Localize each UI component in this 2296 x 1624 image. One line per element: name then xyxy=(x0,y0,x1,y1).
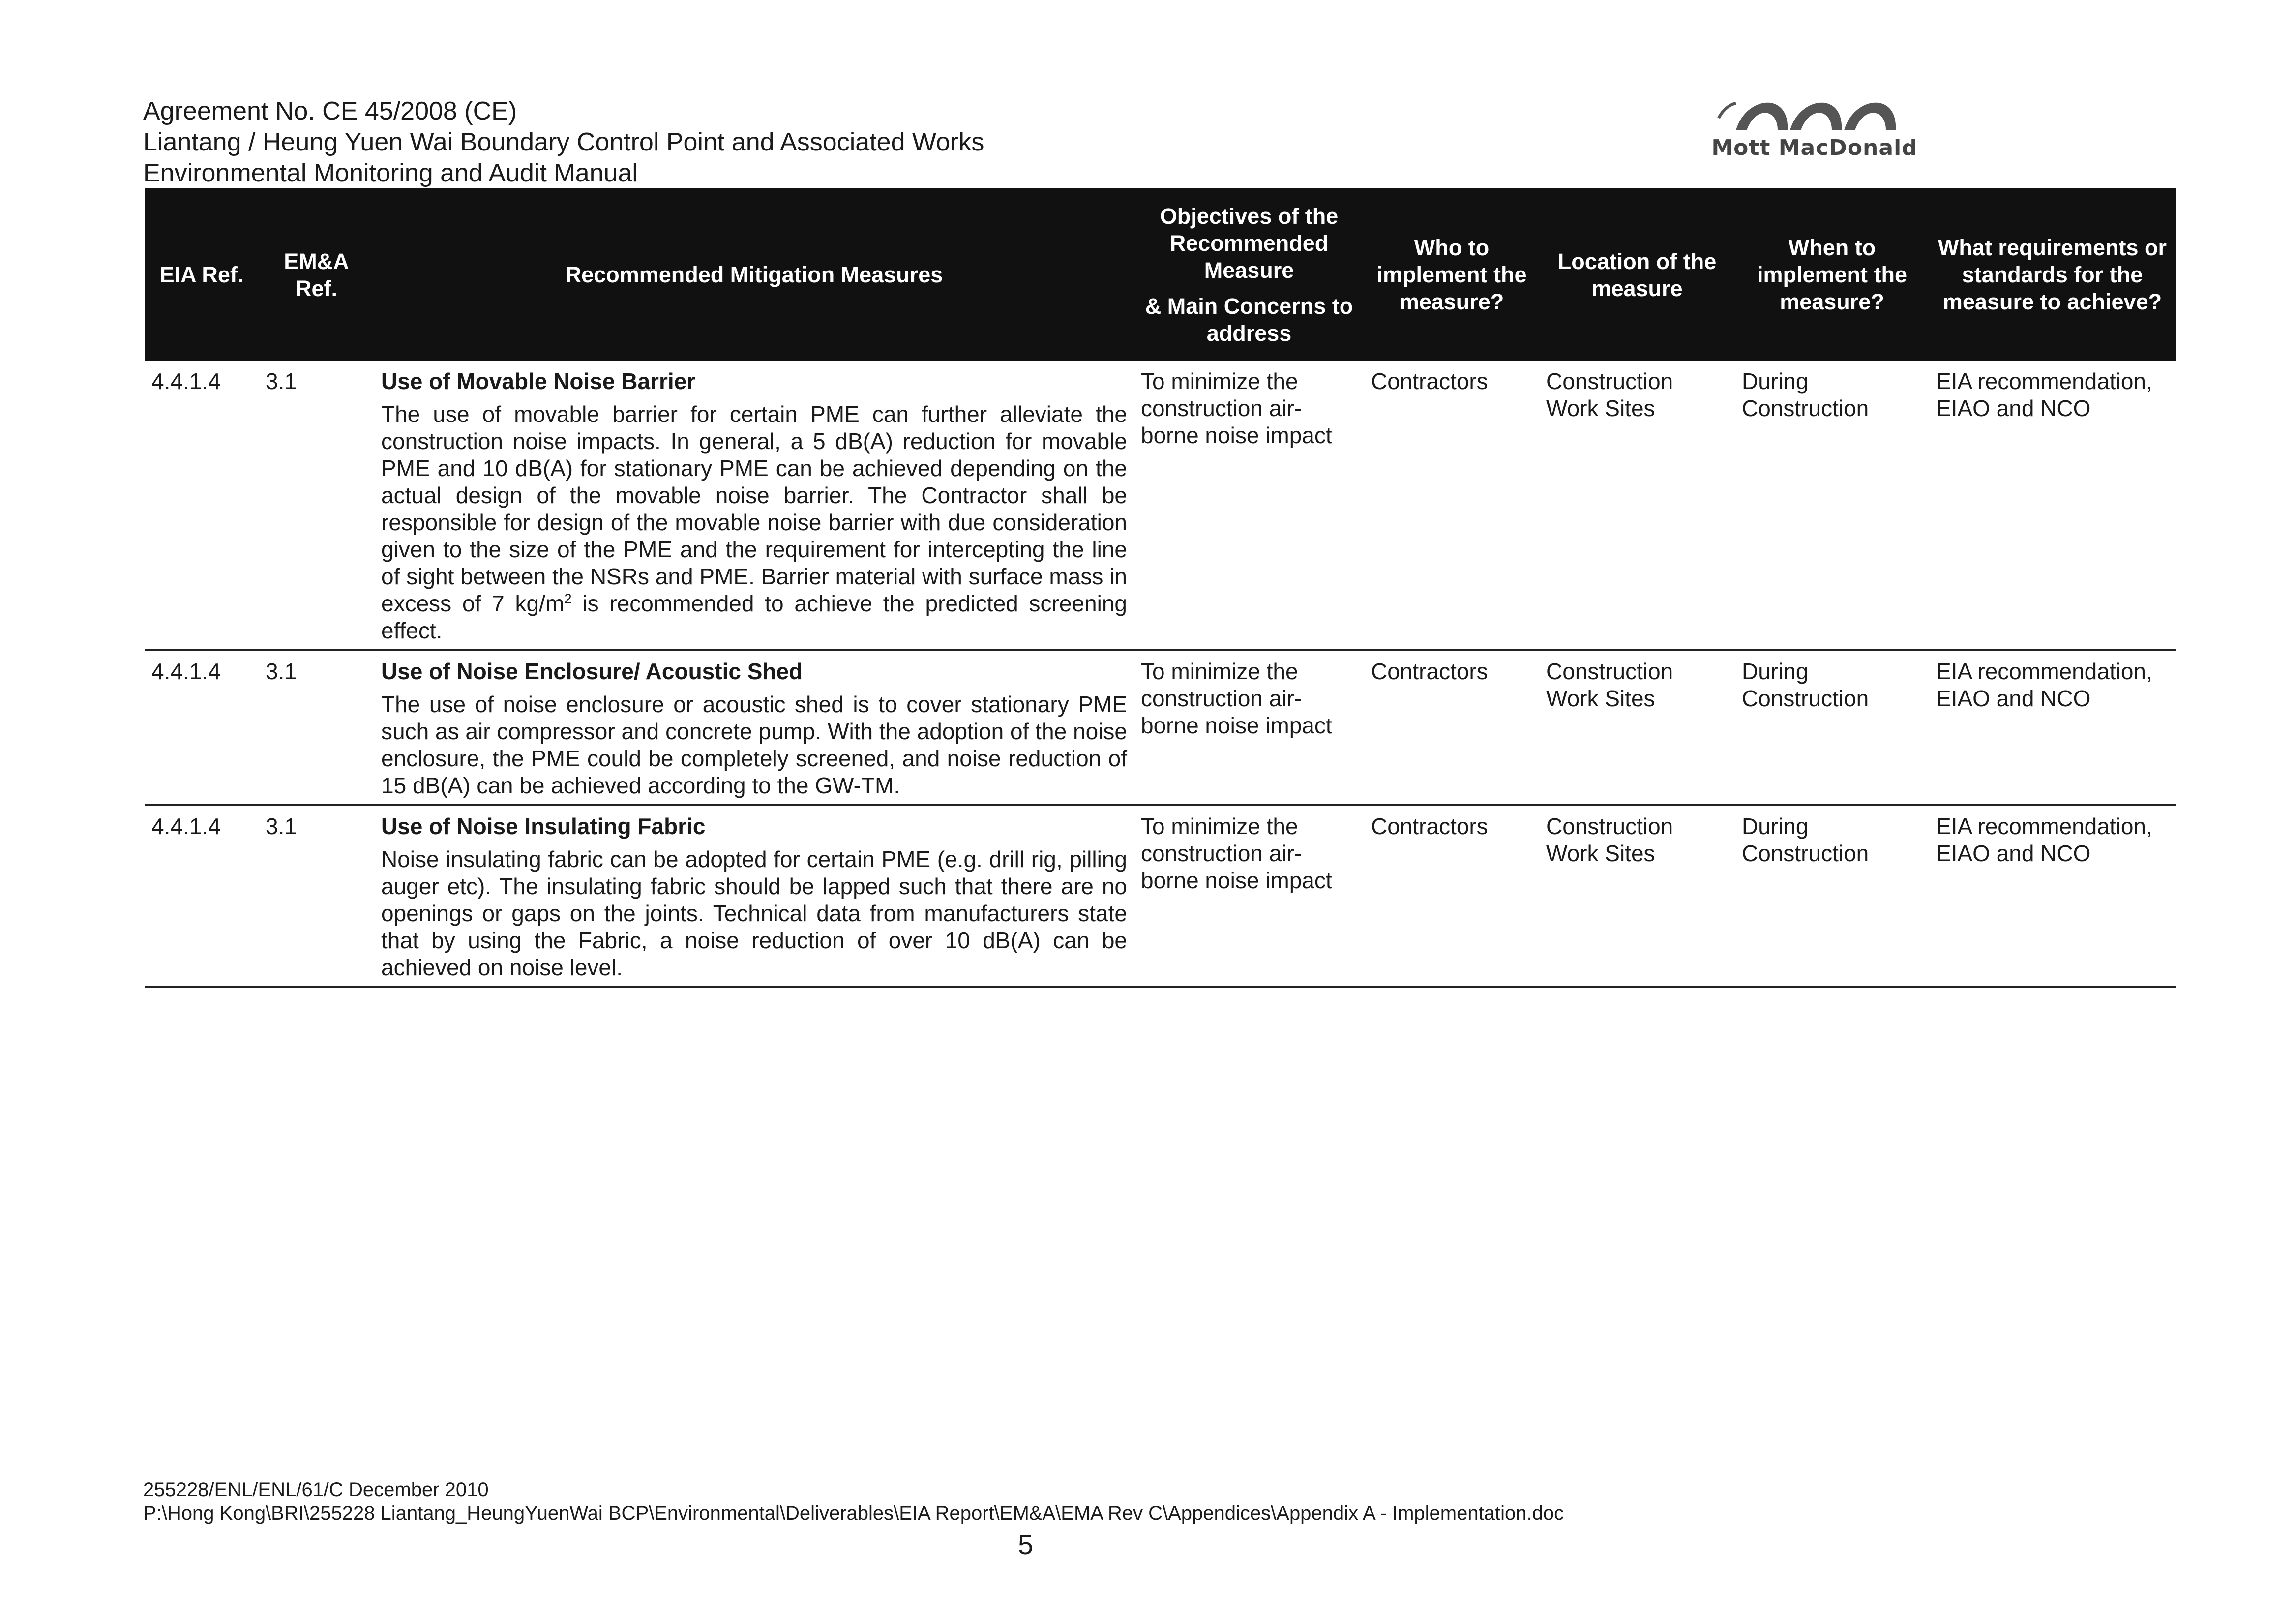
logo-wordmark: Mott MacDonald xyxy=(1711,135,1918,160)
implementation-schedule-table xyxy=(145,188,2176,988)
requirements-cell: EIA recommendation, EIAO and NCO xyxy=(1929,650,2176,805)
measure-title: Use of Movable Noise Barrier xyxy=(381,368,696,394)
ema-ref-cell: 3.1 xyxy=(259,805,374,987)
document-reference: 255228/ENL/ENL/61/C December 2010 xyxy=(143,1479,489,1501)
measure-cell xyxy=(374,361,1134,650)
measure-description: The use of noise enclosure or acoustic shed is to cover stationary PME such as air compressor and concrete pump. With the adoption of the noise enclosure, the PME could be completely screened, and noise reduction of 15 dB(A) can be achieved according to the GW-TM. xyxy=(381,692,1127,798)
company-logo xyxy=(1706,89,1923,167)
header-location: Location of the measure xyxy=(1539,188,1735,361)
requirements-cell: EIA recommendation, EIAO and NCO xyxy=(1929,361,2176,650)
page-number: 5 xyxy=(1018,1529,1034,1560)
ema-ref-cell: 3.1 xyxy=(259,650,374,805)
who-cell: Contractors xyxy=(1364,361,1539,650)
when-cell: During Construction xyxy=(1735,650,1929,805)
manual-title: Environmental Monitoring and Audit Manual xyxy=(143,159,638,187)
measure-title: Use of Noise Enclosure/ Acoustic Shed xyxy=(381,659,803,684)
table-row xyxy=(145,805,2176,987)
objective-cell: To minimize the construction air-borne noise impact xyxy=(1134,650,1364,805)
location-cell: Construction Work Sites xyxy=(1539,361,1735,650)
location-cell: Construction Work Sites xyxy=(1539,805,1735,987)
measure-cell xyxy=(374,650,1134,805)
eia-ref-cell: 4.4.1.4 xyxy=(145,650,259,805)
header-objectives-sub: & Main Concerns to address xyxy=(1145,294,1353,346)
measure-cell xyxy=(374,805,1134,987)
mott-macdonald-arches-icon xyxy=(1716,89,1913,135)
measure-title: Use of Noise Insulating Fabric xyxy=(381,813,706,839)
measure-description: Noise insulating fabric can be adopted for certain PME (e.g. drill rig, pilling auger etc). The insulating fabric should be lapped such that there are no openings or gaps on the joints. Technical data from manufacturers state that by using the Fabric, a noise reduction of over 10 dB(A) can be achieved on noise level. xyxy=(381,846,1127,980)
header-objectives-main: Objectives of the Recommended Measure xyxy=(1160,204,1339,283)
when-cell: During Construction xyxy=(1735,805,1929,987)
objective-cell: To minimize the construction air-borne noise impact xyxy=(1134,361,1364,650)
header-ema-ref: EM&A Ref. xyxy=(259,188,374,361)
measure-description-text: The use of movable barrier for certain PME can further alleviate the construction noise impacts. In general, a 5 dB(A) reduction for movable PME and 10 dB(A) for stationary PME can be achieved depending on the actual design of the movable noise barrier. The Contractor shall be responsible for design of the movable noise barrier with due consideration given to the size of the PME and the requirement for intercepting the line of sight between the NSRs and PME. Barrier material with surface mass in excess of 7 kg/m xyxy=(381,401,1127,616)
file-path: P:\Hong Kong\BRI\255228 Liantang_HeungYuenWai BCP\Environmental\Deliverables\EIA Report\EM&A\EMA Rev C\Appendices\Appendix A - Implementation.doc xyxy=(143,1503,1564,1524)
document-footer xyxy=(143,1478,1564,1525)
header-when: When to implement the measure? xyxy=(1735,188,1929,361)
header-objectives xyxy=(1134,188,1364,361)
location-cell: Construction Work Sites xyxy=(1539,650,1735,805)
who-cell: Contractors xyxy=(1364,650,1539,805)
who-cell: Contractors xyxy=(1364,805,1539,987)
objective-cell: To minimize the construction air-borne noise impact xyxy=(1134,805,1364,987)
superscript: 2 xyxy=(564,591,572,606)
requirements-cell: EIA recommendation, EIAO and NCO xyxy=(1929,805,2176,987)
document-header xyxy=(143,96,984,189)
ema-ref-cell: 3.1 xyxy=(259,361,374,650)
header-measures: Recommended Mitigation Measures xyxy=(374,188,1134,361)
header-who: Who to implement the measure? xyxy=(1364,188,1539,361)
eia-ref-cell: 4.4.1.4 xyxy=(145,805,259,987)
eia-ref-cell: 4.4.1.4 xyxy=(145,361,259,650)
table-row xyxy=(145,361,2176,650)
agreement-number: Agreement No. CE 45/2008 (CE) xyxy=(143,97,517,125)
table-row xyxy=(145,650,2176,805)
measure-description-end: is recommended to achieve the predicted screening effect. xyxy=(381,591,1128,643)
header-requirements: What requirements or standards for the measure to achieve? xyxy=(1929,188,2176,361)
table-header-row xyxy=(145,188,2176,361)
project-title: Liantang / Heung Yuen Wai Boundary Control Point and Associated Works xyxy=(143,128,984,156)
when-cell: During Construction xyxy=(1735,361,1929,650)
measure-description xyxy=(381,401,1127,644)
header-eia-ref: EIA Ref. xyxy=(145,188,259,361)
